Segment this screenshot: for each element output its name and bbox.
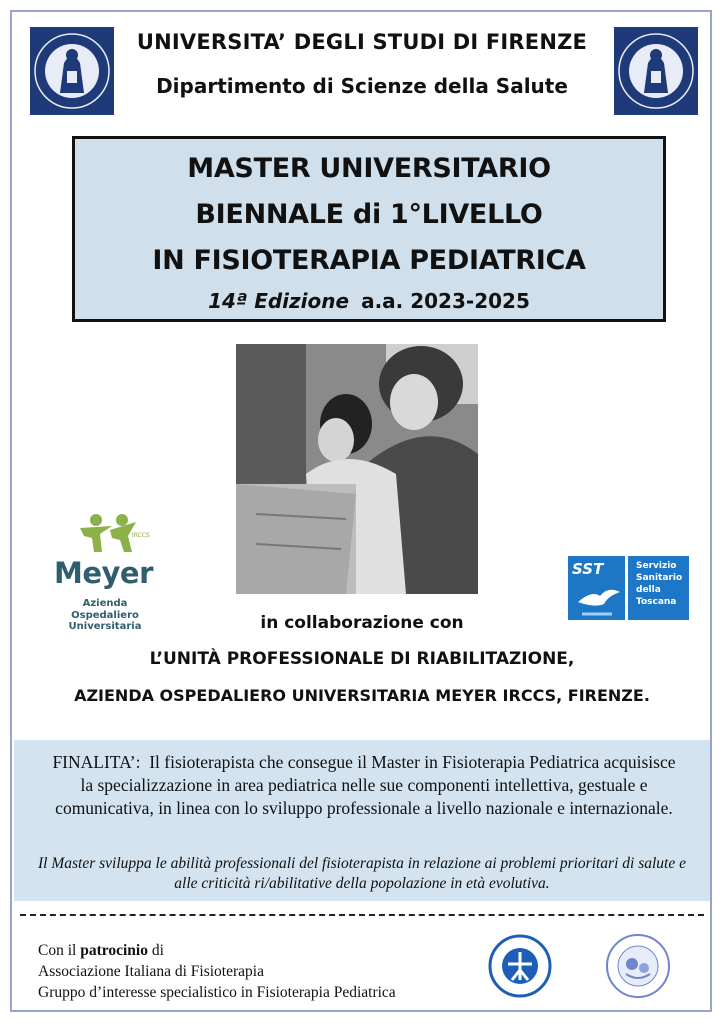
patrocinio-line-1 (38, 940, 396, 961)
university-name: UNIVERSITA’ DEGLI STUDI DI FIRENZE (136, 30, 588, 54)
patrocinio-line-3: Gruppo d’interesse specialistico in Fisioterapia Pediatrica (38, 984, 396, 1001)
aifi-emblem-icon (488, 934, 552, 998)
university-seal-right (614, 27, 698, 115)
meyer-children-icon (40, 512, 170, 556)
collaboration-org-2: AZIENDA OSPEDALIERO UNIVERSITARIA MEYER IRCCS, FIRENZE. (74, 686, 650, 705)
title-line-3: IN FISIOTERAPIA PEDIATRICA (152, 245, 586, 276)
finalita-paragraph (44, 751, 684, 820)
meyer-logo (40, 512, 170, 632)
master-title-box (72, 136, 666, 322)
collaboration-org-1: L’UNITÀ PROFESSIONALE DI RIABILITAZIONE, (149, 649, 575, 669)
gis-logo (604, 932, 672, 1000)
meyer-sub2: Ospedaliero Universitaria (68, 610, 142, 632)
meyer-name: Meyer (54, 556, 153, 590)
patrocinio-keyword: patrocinio (80, 942, 148, 959)
title-line-2: BIENNALE di 1°LIVELLO (195, 199, 543, 230)
sst-line-3: della (636, 585, 661, 595)
gis-emblem-icon (604, 932, 672, 1000)
sst-abbr: SST (572, 560, 604, 578)
university-seal-left (30, 27, 114, 115)
patrocinio-suffix: di (151, 942, 164, 959)
sst-line-2: Sanitario (636, 573, 683, 583)
finalita-label: FINALITA’: (52, 752, 141, 772)
divider (20, 914, 704, 916)
sst-text (628, 556, 689, 620)
title-line-1: MASTER UNIVERSITARIO (187, 153, 551, 184)
edition-line (75, 289, 663, 313)
sst-logo (568, 556, 689, 620)
department-name: Dipartimento di Scienze della Salute (156, 74, 568, 98)
meyer-sub1: Azienda (82, 598, 128, 609)
patrocinio-block (38, 940, 396, 1003)
meyer-irccs: IRCCS (132, 532, 150, 539)
finalita-box (14, 740, 710, 901)
finalita-text: Il fisioterapista che consegue il Master in Fisioterapia Pediatrica acquisisce la specializzazione in area pediatrica nelle sue componenti intellettiva, gestuale e comunicativa, in linea con lo sviluppo professionale a livello nazionale e internazionale. (55, 752, 676, 818)
photo-child-therapist (236, 344, 478, 594)
university-seal-icon (30, 27, 114, 115)
finalita-note: Il Master sviluppa le abilità professionali del fisioterapista in relazione ai problemi prioritari di salute e alle criticità ri/abilitative della popolazione in età evolutiva. (38, 855, 686, 892)
academic-year: a.a. 2023-2025 (361, 289, 530, 313)
patrocinio-prefix: Con il (38, 942, 77, 959)
patrocinio-line-2: Associazione Italiana di Fisioterapia (38, 963, 264, 980)
university-seal-icon (614, 27, 698, 115)
collaboration-intro: in collaborazione con (260, 613, 464, 633)
aifi-logo (488, 934, 552, 998)
edition-label: 14ª Edizione (208, 289, 350, 313)
sst-line-1: Servizio (636, 561, 677, 571)
sst-mark (568, 556, 625, 620)
sst-line-4: Toscana (636, 597, 677, 607)
